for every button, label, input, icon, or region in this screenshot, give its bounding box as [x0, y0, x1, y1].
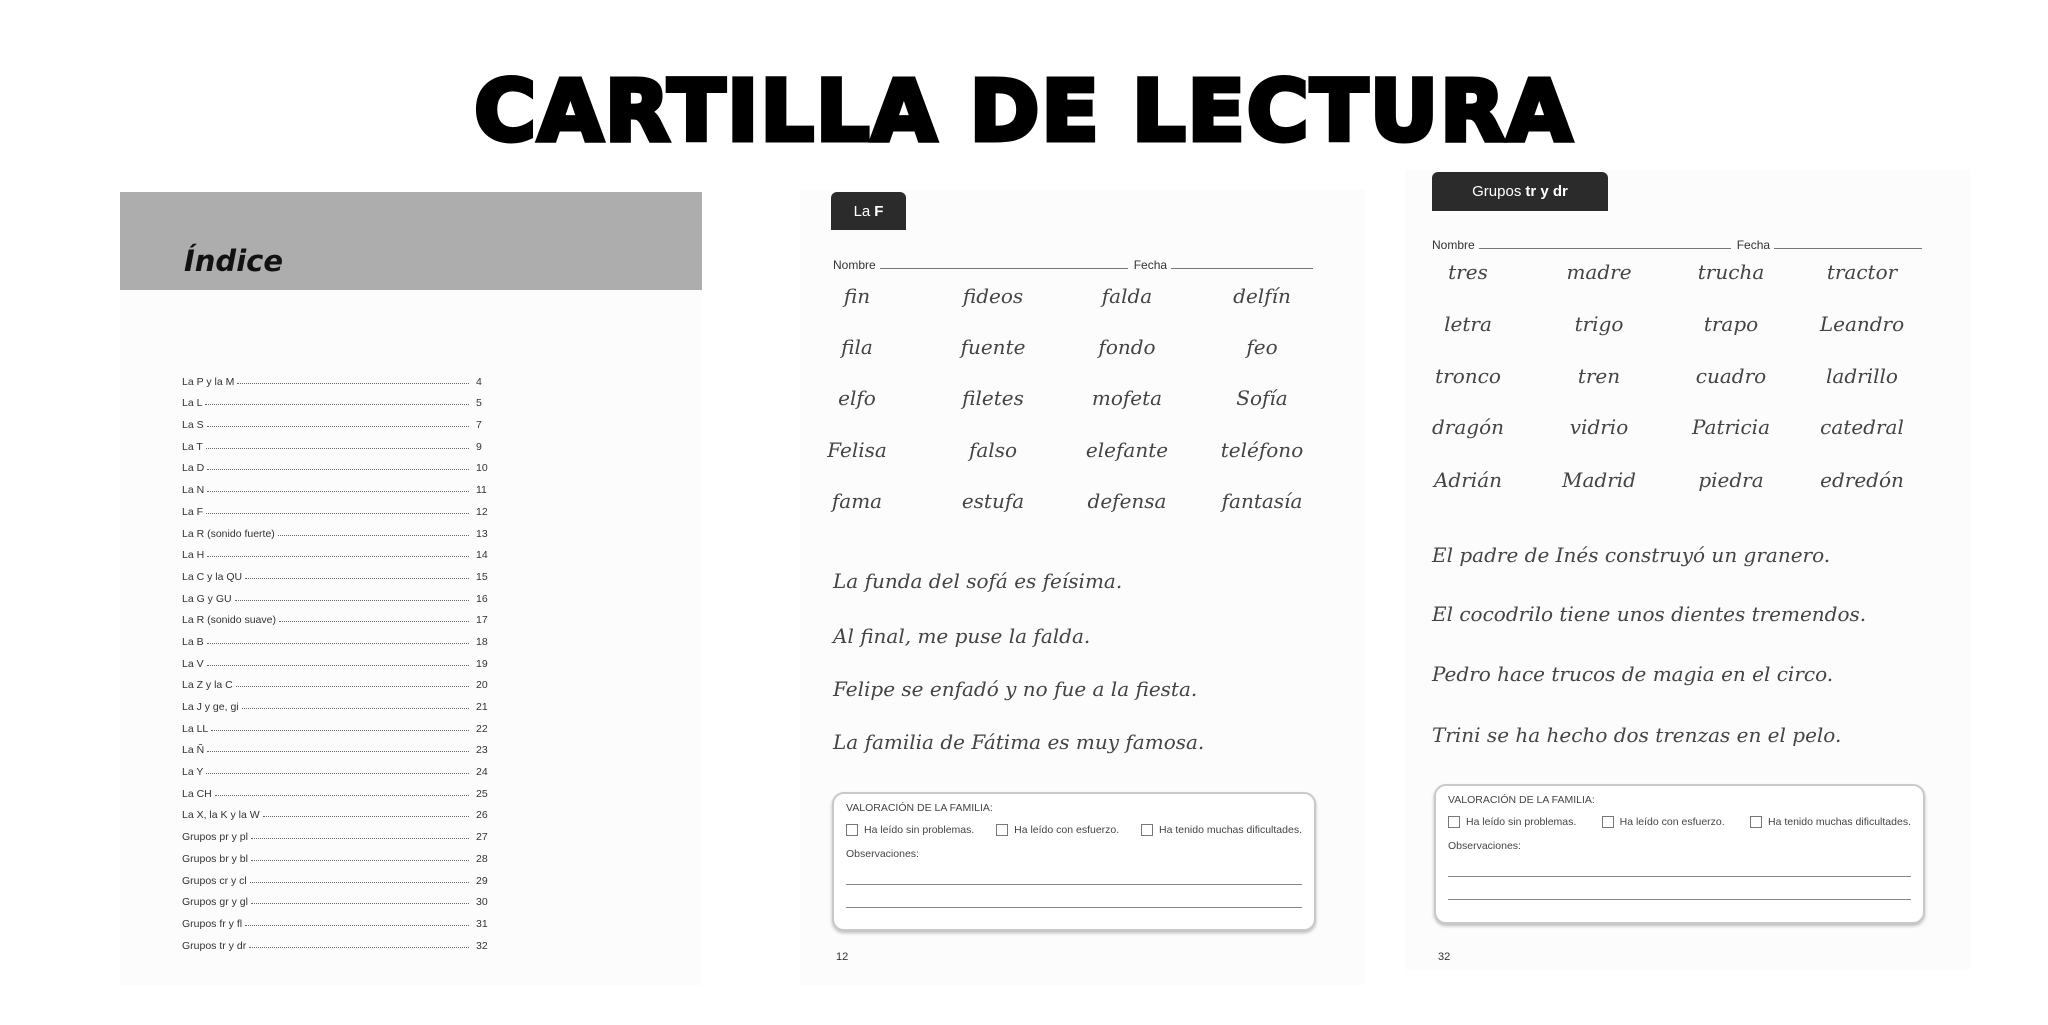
word-item: elefante	[1085, 438, 1169, 462]
name-date-row	[1432, 238, 1928, 252]
toc-dots	[278, 535, 469, 536]
toc-entry-page: 24	[476, 766, 488, 779]
reading-sentence: Pedro hace trucos de magia en el circo.	[1432, 662, 1834, 686]
toc-entry-label: Grupos fr y fl	[182, 917, 243, 930]
toc-entry-page: 16	[476, 592, 488, 605]
toc-entry	[182, 518, 494, 540]
toc-entry-label: La T	[182, 440, 203, 453]
option-label: Ha tenido muchas dificultades.	[1768, 816, 1911, 828]
date-label: Fecha	[1736, 238, 1771, 252]
toc-entry-page: 25	[476, 787, 488, 800]
reading-sentence: El cocodrilo tiene unos dientes tremendos.	[1432, 602, 1867, 626]
toc-entry	[182, 605, 494, 627]
word-item: Patricia	[1692, 415, 1770, 439]
toc-entry-label: Grupos tr y dr	[182, 939, 247, 952]
toc-entry	[182, 453, 494, 475]
toc-entry	[182, 648, 494, 670]
toc-entry-page: 11	[476, 484, 487, 497]
toc-entry-label: La B	[182, 635, 204, 648]
word-item: falda	[1101, 284, 1153, 308]
toc-entry	[182, 474, 494, 496]
date-line	[1171, 268, 1313, 269]
word-item: Madrid	[1562, 468, 1636, 492]
toc-entry-page: 14	[476, 549, 488, 562]
toc-dots	[215, 795, 469, 796]
section-tab	[1432, 172, 1608, 211]
toc-entry-page: 15	[476, 570, 488, 583]
toc-entry	[182, 713, 494, 735]
toc-dots	[251, 903, 469, 904]
word-item: falso	[968, 438, 1018, 462]
toc-entry-label: La R (sonido suave)	[182, 614, 276, 627]
toc-entry-label: Grupos br y bl	[182, 852, 248, 865]
word-item: fuente	[960, 335, 1026, 359]
toc-dots	[205, 404, 469, 405]
word-item: delfín	[1233, 284, 1291, 308]
toc-entry-label: La Ñ	[182, 744, 205, 757]
word-item: fila	[841, 335, 873, 359]
assessment-options	[846, 824, 1302, 836]
toc-entry-page: 26	[476, 809, 488, 822]
toc-entry	[182, 821, 494, 843]
toc-entry-label: La G y GU	[182, 592, 232, 605]
word-item: fin	[843, 284, 871, 308]
word-item: catedral	[1820, 415, 1904, 439]
word-item: mofeta	[1091, 386, 1163, 410]
name-label: Nombre	[833, 258, 876, 272]
word-item: trigo	[1574, 312, 1624, 336]
toc-entry	[182, 756, 494, 778]
toc-entry	[182, 843, 494, 865]
index-header	[120, 192, 702, 290]
toc-dots	[206, 513, 469, 514]
index-heading: Índice	[184, 244, 283, 278]
toc-dots	[250, 882, 469, 883]
reading-sentence: El padre de Inés construyó un granero.	[1432, 543, 1831, 567]
toc-entry	[182, 735, 494, 757]
word-item: edredón	[1820, 468, 1904, 492]
toc-entry-label: La LL	[182, 722, 209, 735]
toc-entry-page: 22	[476, 722, 488, 735]
word-item: madre	[1566, 260, 1632, 284]
toc-dots	[236, 686, 469, 687]
toc-entry-label: Grupos gr y gl	[182, 896, 248, 909]
tab-prefix: La	[853, 202, 871, 220]
toc-entry	[182, 366, 494, 388]
word-item: elfo	[838, 386, 876, 410]
family-box-heading: VALORACIÓN DE LA FAMILIA:	[846, 802, 993, 814]
word-item: vidrio	[1569, 415, 1629, 439]
word-item: teléfono	[1220, 438, 1304, 462]
word-item: fideos	[962, 284, 1024, 308]
toc-dots	[263, 816, 469, 817]
table-of-contents	[182, 366, 494, 952]
toc-entry	[182, 930, 494, 952]
toc-entry	[182, 670, 494, 692]
word-item: fantasía	[1221, 489, 1303, 513]
tab-bold: F	[874, 202, 884, 220]
option-label: Ha leído con esfuerzo.	[1619, 816, 1725, 828]
toc-dots	[251, 860, 469, 861]
toc-dots	[245, 925, 469, 926]
toc-dots	[211, 730, 469, 731]
reading-sentence: La funda del sofá es feísima.	[833, 569, 1123, 593]
toc-entry-page: 18	[476, 635, 488, 648]
checkbox[interactable]	[846, 824, 858, 836]
toc-dots	[249, 947, 469, 948]
word-item: defensa	[1087, 489, 1167, 513]
word-item: trapo	[1703, 312, 1759, 336]
observations-line-2	[1448, 899, 1911, 900]
page-number: 12	[836, 951, 849, 963]
assessment-option[interactable]	[1448, 816, 1576, 828]
toc-entry-page: 27	[476, 831, 488, 844]
word-item: dragón	[1431, 415, 1505, 439]
main-title: CARTILLA DE LECTURA	[474, 62, 1574, 160]
index-page	[120, 192, 702, 985]
family-assessment-box	[832, 792, 1316, 931]
assessment-option[interactable]	[846, 824, 974, 836]
checkbox[interactable]	[1602, 816, 1614, 828]
word-item: feo	[1246, 335, 1278, 359]
word-item: letra	[1444, 312, 1492, 336]
toc-entry	[182, 691, 494, 713]
toc-dots	[207, 491, 469, 492]
toc-entry-page: 13	[476, 527, 488, 540]
reading-sentence: Al final, me puse la falda.	[833, 624, 1091, 648]
toc-entry-label: La J y ge, gi	[182, 701, 239, 713]
toc-entry-label: La CH	[182, 787, 212, 800]
toc-entry-label: Grupos pr y pl	[182, 831, 248, 844]
family-box-heading: VALORACIÓN DE LA FAMILIA:	[1448, 794, 1595, 806]
toc-entry	[182, 540, 494, 562]
word-item: ladrillo	[1826, 364, 1898, 388]
toc-dots	[206, 448, 469, 449]
word-item: Leandro	[1819, 312, 1905, 336]
toc-entry-label: La X, la K y la W	[182, 809, 260, 822]
toc-entry-page: 7	[476, 419, 482, 432]
toc-entry-label: Grupos cr y cl	[182, 874, 247, 887]
worksheet-page-f	[800, 190, 1365, 985]
toc-entry-label: La C y la QU	[182, 570, 243, 583]
checkbox[interactable]	[996, 824, 1008, 836]
toc-entry-page: 23	[476, 744, 488, 757]
toc-entry	[182, 908, 494, 930]
toc-entry-label: La H	[182, 549, 205, 562]
assessment-option[interactable]	[996, 824, 1119, 836]
toc-entry	[182, 561, 494, 583]
toc-dots	[207, 469, 469, 470]
observations-label: Observaciones:	[846, 848, 919, 860]
option-label: Ha leído sin problemas.	[1466, 816, 1577, 828]
toc-entry-page: 12	[476, 505, 488, 518]
word-item: estufa	[961, 489, 1025, 513]
toc-entry-label: La S	[182, 419, 204, 432]
toc-entry	[182, 388, 494, 410]
reading-sentence: Trini se ha hecho dos trenzas en el pelo.	[1432, 723, 1842, 747]
toc-entry-page: 32	[476, 939, 488, 952]
option-label: Ha leído sin problemas.	[864, 824, 975, 836]
word-item: tronco	[1435, 364, 1501, 388]
word-item: Adrián	[1433, 468, 1503, 492]
toc-dots	[207, 556, 469, 557]
page-number: 32	[1438, 951, 1451, 963]
toc-dots	[235, 600, 469, 601]
section-tab	[831, 192, 906, 230]
toc-dots	[207, 751, 469, 752]
toc-dots	[245, 578, 469, 579]
toc-entry	[182, 626, 494, 648]
toc-entry-page: 30	[476, 896, 488, 909]
assessment-option[interactable]	[1141, 824, 1302, 836]
toc-entry-label: La F	[182, 505, 204, 518]
name-line	[880, 268, 1128, 269]
word-item: tren	[1577, 364, 1621, 388]
name-date-row	[833, 258, 1319, 272]
toc-entry	[182, 865, 494, 887]
toc-entry-page: 5	[476, 397, 482, 410]
toc-entry	[182, 778, 494, 800]
toc-entry-label: La L	[182, 397, 203, 410]
word-item: Felisa	[827, 438, 887, 462]
assessment-options	[1448, 816, 1911, 828]
toc-dots	[251, 838, 469, 839]
word-item: filetes	[962, 386, 1024, 410]
option-label: Ha leído con esfuerzo.	[1014, 824, 1120, 836]
toc-entry-page: 17	[476, 614, 488, 627]
word-item: trucha	[1697, 260, 1765, 284]
toc-entry-label: La N	[182, 484, 205, 497]
name-line	[1479, 248, 1731, 249]
tab-bold: tr y dr	[1525, 183, 1568, 200]
toc-entry-page: 19	[476, 657, 488, 670]
toc-entry-label: La R (sonido fuerte)	[182, 527, 275, 540]
toc-entry-page: 28	[476, 852, 488, 865]
toc-entry-label: La Z y la C	[182, 679, 233, 692]
toc-entry-label: La Y	[182, 766, 204, 779]
toc-entry-page: 21	[476, 701, 488, 713]
word-item: fama	[831, 489, 883, 513]
toc-dots	[206, 773, 469, 774]
checkbox[interactable]	[1141, 824, 1153, 836]
option-label: Ha tenido muchas dificultades.	[1159, 824, 1302, 836]
word-item: piedra	[1698, 468, 1764, 492]
toc-entry	[182, 583, 494, 605]
word-item: fondo	[1098, 335, 1156, 359]
toc-entry	[182, 800, 494, 822]
toc-entry-label: La P y la M	[182, 375, 235, 388]
toc-entry	[182, 431, 494, 453]
checkbox[interactable]	[1750, 816, 1762, 828]
observations-line-1	[1448, 876, 1911, 877]
toc-dots	[207, 426, 469, 427]
date-label: Fecha	[1133, 258, 1168, 272]
word-item: cuadro	[1695, 364, 1767, 388]
toc-dots	[207, 665, 469, 666]
assessment-option[interactable]	[1750, 816, 1911, 828]
toc-entry	[182, 887, 494, 909]
toc-entry-page: 9	[476, 440, 482, 453]
tab-prefix: Grupos	[1472, 183, 1522, 200]
toc-dots	[207, 643, 469, 644]
name-label: Nombre	[1432, 238, 1475, 252]
assessment-option[interactable]	[1602, 816, 1725, 828]
family-assessment-box	[1434, 784, 1925, 924]
word-item: Sofía	[1236, 386, 1288, 410]
reading-sentence: Felipe se enfadó y no fue a la fiesta.	[833, 677, 1198, 701]
toc-dots	[237, 383, 469, 384]
toc-entry-page: 10	[476, 462, 488, 475]
toc-entry-page: 31	[476, 917, 488, 930]
toc-entry-page: 29	[476, 874, 488, 887]
toc-entry-page: 4	[476, 375, 482, 388]
date-line	[1774, 248, 1922, 249]
toc-dots	[242, 708, 469, 709]
toc-entry	[182, 409, 494, 431]
toc-entry-label: La D	[182, 462, 205, 475]
reading-sentence: La familia de Fátima es muy famosa.	[833, 730, 1205, 754]
worksheet-page-tr-dr	[1405, 170, 1970, 970]
toc-dots	[279, 621, 469, 622]
observations-line-2	[846, 907, 1302, 908]
observations-label: Observaciones:	[1448, 840, 1521, 852]
toc-entry	[182, 496, 494, 518]
word-item: tractor	[1826, 260, 1898, 284]
toc-entry-page: 20	[476, 679, 488, 692]
toc-entry-label: La V	[182, 657, 204, 670]
observations-line-1	[846, 884, 1302, 885]
checkbox[interactable]	[1448, 816, 1460, 828]
word-item: tres	[1448, 260, 1488, 284]
